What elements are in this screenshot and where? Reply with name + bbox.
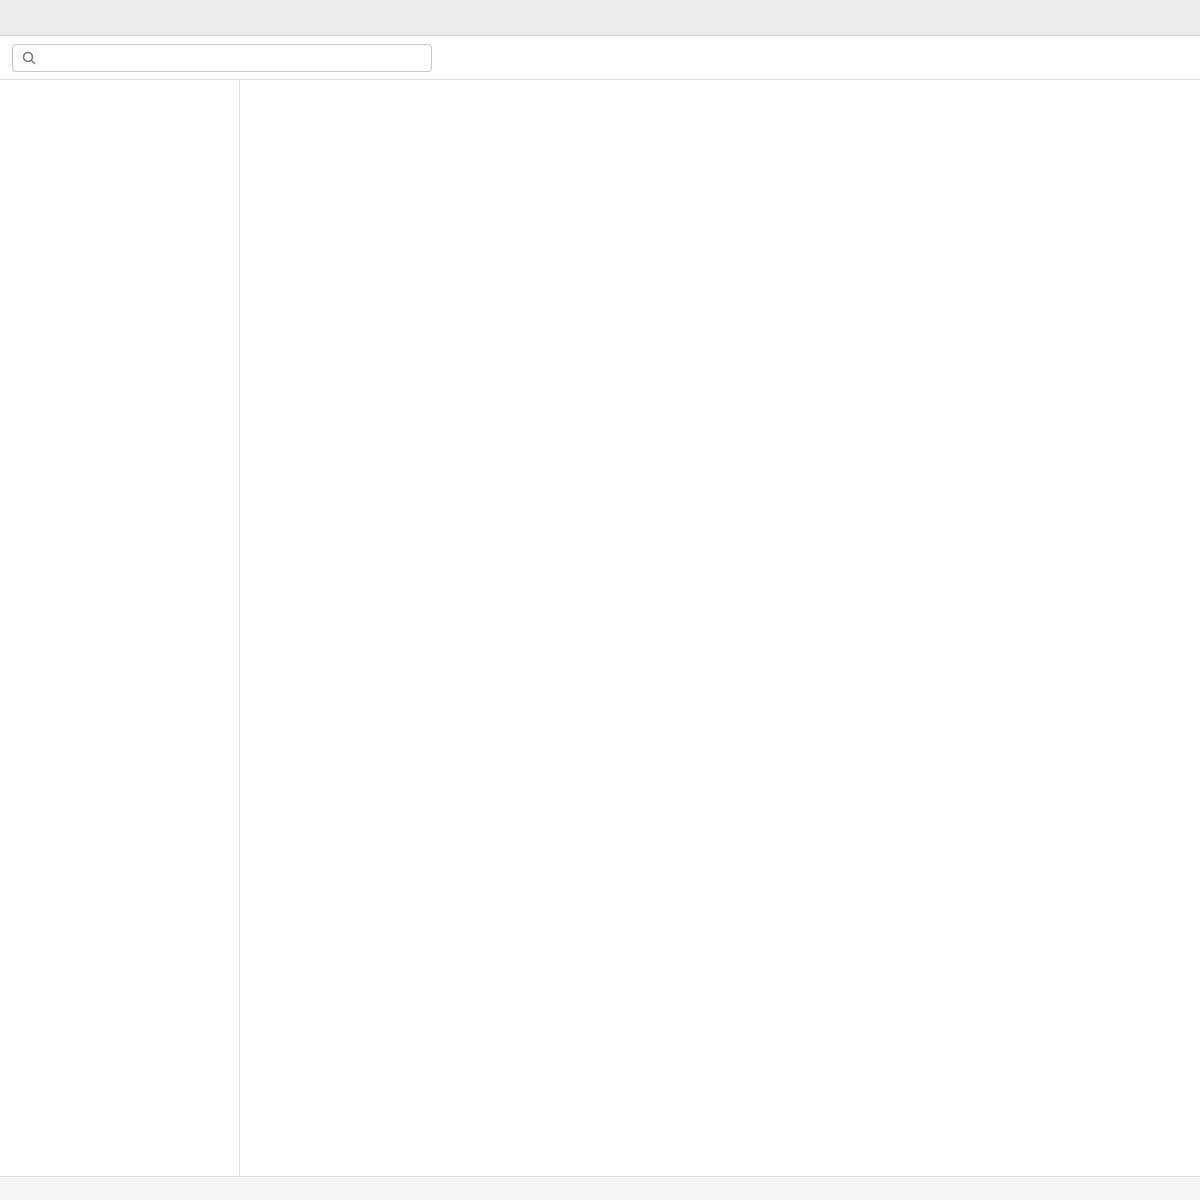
search-icon — [21, 50, 37, 66]
search-box[interactable] — [12, 44, 432, 72]
main-panel — [240, 80, 1200, 1176]
title-bar — [0, 0, 1200, 36]
status-bar — [0, 1176, 1200, 1200]
search-input[interactable] — [37, 49, 423, 66]
toolbar — [0, 36, 1200, 80]
page-title — [256, 96, 1184, 120]
sidebar — [0, 80, 240, 1176]
content-area — [0, 80, 1200, 1176]
